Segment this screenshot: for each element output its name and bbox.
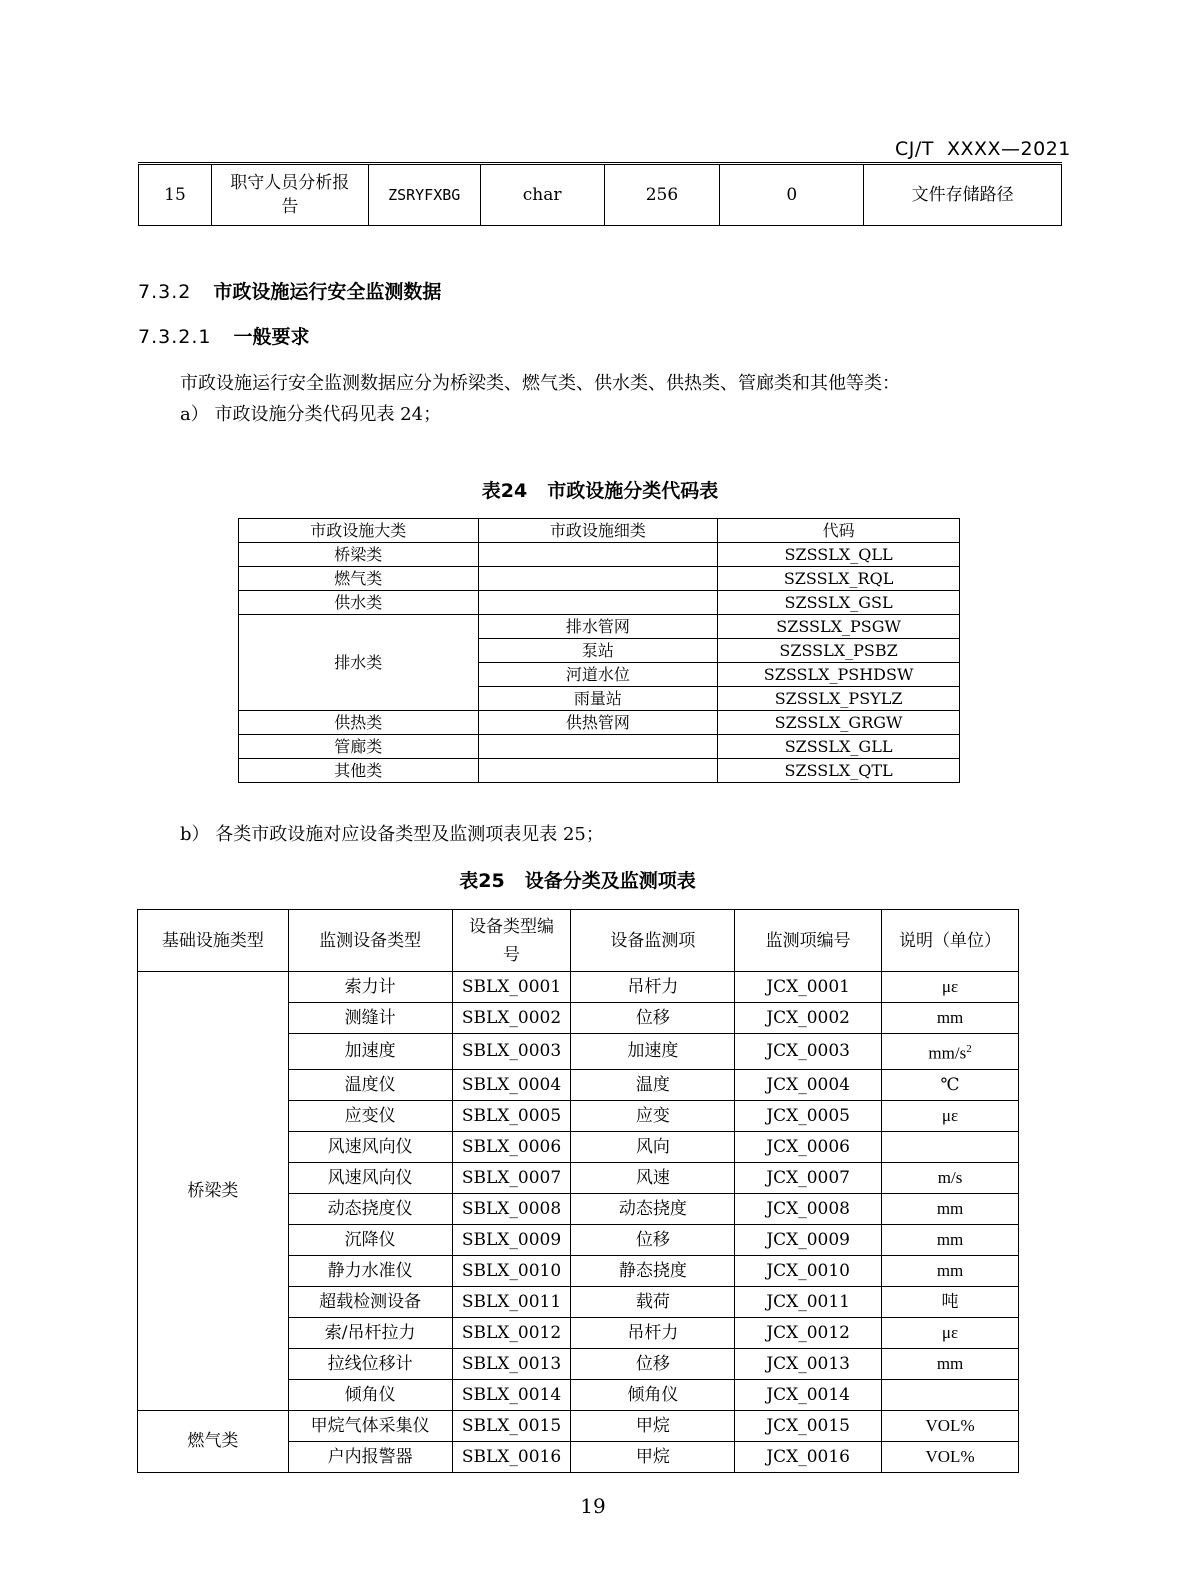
cell-device-code: SBLX_0002	[452, 1003, 571, 1034]
cell-device-code: SBLX_0007	[452, 1162, 571, 1193]
table-row	[138, 1410, 1019, 1441]
cell-item: 动态挠度	[571, 1193, 735, 1224]
cell-device: 索/吊杆拉力	[288, 1317, 452, 1348]
table-24	[238, 518, 960, 783]
row-name: 职守人员分析报 告	[211, 165, 368, 226]
table-25-caption: 表25 设备分类及监测项表	[459, 870, 696, 892]
document-code: CJ/T XXXX—2021	[895, 138, 1071, 160]
cell-device: 索力计	[288, 972, 452, 1003]
cell-device-code: SBLX_0016	[452, 1441, 571, 1472]
cell-item-code: JCX_0008	[735, 1193, 882, 1224]
table-row	[239, 615, 960, 639]
list-item-a: a） 市政设施分类代码见表 24；	[180, 404, 442, 425]
cell-device: 应变仪	[288, 1100, 452, 1131]
cell-item: 甲烷	[571, 1410, 735, 1441]
cell-device-code: SBLX_0009	[452, 1224, 571, 1255]
cell-item: 吊杆力	[571, 1317, 735, 1348]
cell-device: 温度仪	[288, 1069, 452, 1100]
cell-device: 甲烷气体采集仪	[288, 1410, 452, 1441]
cell-unit: VOL%	[882, 1441, 1019, 1472]
cell-item-code: JCX_0002	[735, 1003, 882, 1034]
cell-item: 加速度	[571, 1034, 735, 1070]
cell-code: SZSSLX_QTL	[718, 759, 960, 783]
cell-code: SZSSLX_PSHDSW	[718, 663, 960, 687]
cell-code: SZSSLX_PSGW	[718, 615, 960, 639]
cell-code: SZSSLX_PSBZ	[718, 639, 960, 663]
cell-item: 静态挠度	[571, 1255, 735, 1286]
cell-unit: $mm/s^2$	[882, 1034, 1019, 1070]
cell-device-code: SBLX_0008	[452, 1193, 571, 1224]
cell-device: 测缝计	[288, 1003, 452, 1034]
cell-unit: VOL%	[882, 1410, 1019, 1441]
cell-code: SZSSLX_GSL	[718, 591, 960, 615]
cell-unit: mm	[882, 1255, 1019, 1286]
cell-unit: ℃	[882, 1069, 1019, 1100]
cell-device-code: SBLX_0006	[452, 1131, 571, 1162]
cell-item-code: JCX_0003	[735, 1034, 882, 1070]
cell-minor: 供热管网	[478, 711, 718, 735]
cell-item-code: JCX_0013	[735, 1348, 882, 1379]
cell-item-code: JCX_0011	[735, 1286, 882, 1317]
paragraph-intro: 市政设施运行安全监测数据应分为桥梁类、燃气类、供水类、供热类、管廊类和其他等类：	[180, 373, 900, 394]
cell-unit: με	[882, 1317, 1019, 1348]
table-row	[138, 972, 1019, 1003]
cell-device-code: SBLX_0015	[452, 1410, 571, 1441]
header-minor: 市政设施细类	[478, 519, 718, 543]
cell-major: 管廊类	[239, 735, 479, 759]
cell-device-code: SBLX_0004	[452, 1069, 571, 1100]
cell-item: 甲烷	[571, 1441, 735, 1472]
row-length: 256	[604, 165, 720, 226]
cell-major: 供水类	[239, 591, 479, 615]
cell-unit: mm	[882, 1348, 1019, 1379]
cell-code: SZSSLX_RQL	[718, 567, 960, 591]
cell-major: 供热类	[239, 711, 479, 735]
row-type: char	[480, 165, 604, 226]
cell-device-code: SBLX_0011	[452, 1286, 571, 1317]
table-row	[239, 735, 960, 759]
cell-device: 沉降仪	[288, 1224, 452, 1255]
cell-device-code: SBLX_0003	[452, 1034, 571, 1070]
cell-item-code: JCX_0010	[735, 1255, 882, 1286]
cell-code: SZSSLX_PSYLZ	[718, 687, 960, 711]
row-desc: 文件存储路径	[864, 165, 1062, 226]
cell-unit: mm	[882, 1193, 1019, 1224]
cell-device-code: SBLX_0013	[452, 1348, 571, 1379]
cell-item-code: JCX_0007	[735, 1162, 882, 1193]
row-index: 15	[139, 165, 212, 226]
cell-code: SZSSLX_GRGW	[718, 711, 960, 735]
header-device-code: 设备类型编 号	[452, 910, 571, 972]
cell-code: SZSSLX_GLL	[718, 735, 960, 759]
cell-unit: m/s	[882, 1162, 1019, 1193]
cell-device: 动态挠度仪	[288, 1193, 452, 1224]
cell-item: 载荷	[571, 1286, 735, 1317]
table-24-caption: 表24 市政设施分类代码表	[481, 480, 719, 502]
table-25	[137, 909, 1019, 1473]
cell-device: 风速风向仪	[288, 1162, 452, 1193]
cell-item-code: JCX_0012	[735, 1317, 882, 1348]
table-row	[239, 543, 960, 567]
cell-device: 静力水准仪	[288, 1255, 452, 1286]
cell-minor: 河道水位	[478, 663, 718, 687]
cell-unit	[882, 1379, 1019, 1410]
table-row	[139, 165, 1062, 226]
cell-item-code: JCX_0015	[735, 1410, 882, 1441]
cell-item-code: JCX_0004	[735, 1069, 882, 1100]
section-heading-7-3-2-1: 7.3.2.1 一般要求	[138, 326, 310, 348]
cell-item-code: JCX_0001	[735, 972, 882, 1003]
cell-major: 排水类	[239, 615, 479, 711]
header-item: 设备监测项	[571, 910, 735, 972]
row-field: ZSRYFXBG	[368, 165, 480, 226]
cell-item-code: JCX_0005	[735, 1100, 882, 1131]
cell-code: SZSSLX_QLL	[718, 543, 960, 567]
header-rule	[138, 162, 1062, 163]
cell-unit: με	[882, 1100, 1019, 1131]
cell-device: 拉线位移计	[288, 1348, 452, 1379]
cell-item: 位移	[571, 1003, 735, 1034]
list-item-b: b） 各类市政设施对应设备类型及监测项表见表 25；	[180, 824, 604, 845]
page-number: 19	[580, 1494, 606, 1518]
cell-device: 加速度	[288, 1034, 452, 1070]
cell-device-code: SBLX_0001	[452, 972, 571, 1003]
cell-facility-group: 桥梁类	[138, 972, 289, 1411]
cell-minor	[478, 735, 718, 759]
table-row	[239, 759, 960, 783]
cell-device-code: SBLX_0014	[452, 1379, 571, 1410]
cell-item-code: JCX_0014	[735, 1379, 882, 1410]
cell-device: 倾角仪	[288, 1379, 452, 1410]
cell-facility-group: 燃气类	[138, 1410, 289, 1472]
cell-unit: mm	[882, 1003, 1019, 1034]
cell-item: 吊杆力	[571, 972, 735, 1003]
header-major: 市政设施大类	[239, 519, 479, 543]
cell-minor	[478, 591, 718, 615]
cell-minor: 排水管网	[478, 615, 718, 639]
cell-item: 位移	[571, 1348, 735, 1379]
cell-item-code: JCX_0009	[735, 1224, 882, 1255]
cell-item: 应变	[571, 1100, 735, 1131]
row-decimals: 0	[720, 165, 864, 226]
cell-unit: 吨	[882, 1286, 1019, 1317]
cell-device: 户内报警器	[288, 1441, 452, 1472]
cell-device-code: SBLX_0012	[452, 1317, 571, 1348]
cell-major: 燃气类	[239, 567, 479, 591]
table-header-row	[138, 910, 1019, 972]
cell-unit: με	[882, 972, 1019, 1003]
cell-major: 其他类	[239, 759, 479, 783]
cell-item-code: JCX_0016	[735, 1441, 882, 1472]
field-table-continued	[138, 164, 1062, 226]
header-unit: 说明（单位）	[882, 910, 1019, 972]
cell-device: 风速风向仪	[288, 1131, 452, 1162]
table-header-row	[239, 519, 960, 543]
table-row	[239, 591, 960, 615]
cell-minor	[478, 567, 718, 591]
cell-device-code: SBLX_0005	[452, 1100, 571, 1131]
cell-minor	[478, 543, 718, 567]
cell-major: 桥梁类	[239, 543, 479, 567]
cell-minor: 泵站	[478, 639, 718, 663]
cell-item: 倾角仪	[571, 1379, 735, 1410]
cell-item: 风向	[571, 1131, 735, 1162]
table-row	[239, 567, 960, 591]
cell-minor	[478, 759, 718, 783]
cell-item: 位移	[571, 1224, 735, 1255]
cell-unit	[882, 1131, 1019, 1162]
cell-minor: 雨量站	[478, 687, 718, 711]
cell-device-code: SBLX_0010	[452, 1255, 571, 1286]
cell-item-code: JCX_0006	[735, 1131, 882, 1162]
header-code: 代码	[718, 519, 960, 543]
header-device: 监测设备类型	[288, 910, 452, 972]
header-facility: 基础设施类型	[138, 910, 289, 972]
header-item-code: 监测项编号	[735, 910, 882, 972]
cell-item: 温度	[571, 1069, 735, 1100]
cell-item: 风速	[571, 1162, 735, 1193]
cell-unit: mm	[882, 1224, 1019, 1255]
table-row	[239, 711, 960, 735]
section-heading-7-3-2: 7.3.2 市政设施运行安全监测数据	[138, 281, 442, 303]
cell-device: 超载检测设备	[288, 1286, 452, 1317]
